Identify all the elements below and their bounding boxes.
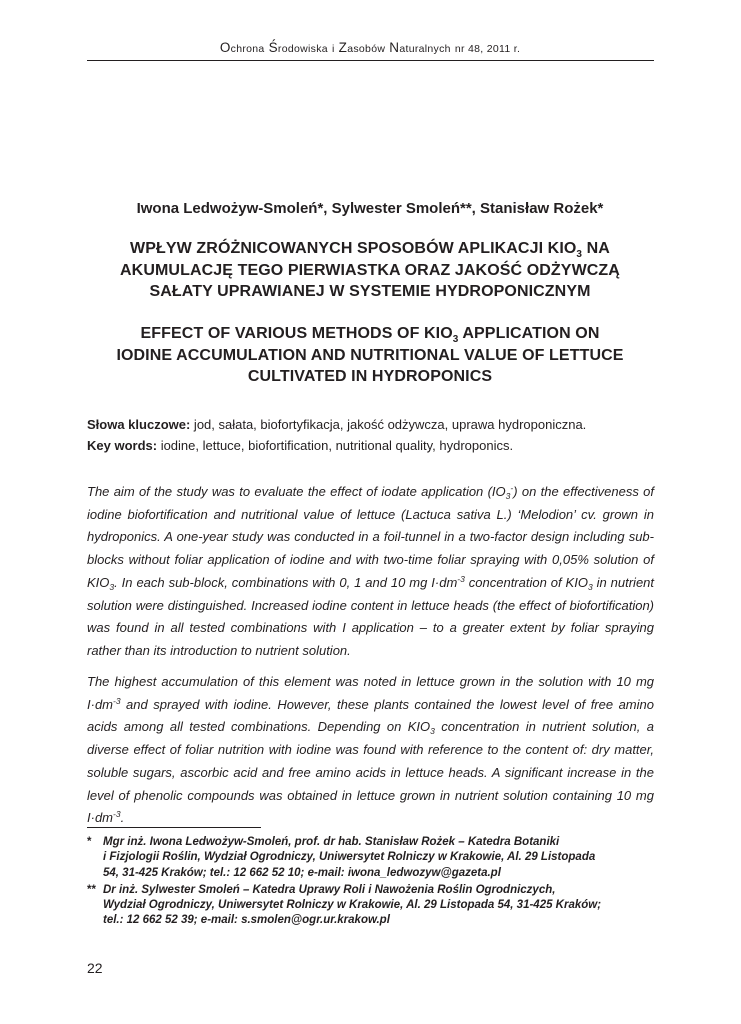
title-pl-line-3: SAŁATY UPRAWIANEJ W SYSTEMIE HYDROPONICZNYM <box>149 283 591 300</box>
keywords-english: Key words: iodine, lettuce, biofortification, nutritional quality, hydroponics. <box>87 438 514 453</box>
title-en-line-2: IODINE ACCUMULATION AND NUTRITIONAL VALUE OF LETTUCE <box>116 346 624 364</box>
keywords-polish: Słowa kluczowe: jod, sałata, biofortyfikacja, jakość odżywcza, uprawa hydroponiczna. <box>87 417 587 432</box>
journal-name: Ochrona Środowiska i Zasobów Naturalnych <box>219 40 451 55</box>
header-rule <box>87 60 654 61</box>
running-header <box>87 40 653 55</box>
abstract-paragraph-1: The aim of the study was to evaluate the effect of iodate application $(IO_3^-)$ on the effectiveness of iodine biofortification and nutritional value of lettuce (Lactuca sativa L.) ‘Melodion’ cv. grown in hydroponics. A one-year study was conducted in a foil-tunnel in a two-factor design including sub-blocks without foliar application of iodine and with two-time foliar spraying with 0,05% solution of $KIO_3$. In each sub-block, combinations with 0, 1 and 10 mg $I\cdot dm^{-3}$ concentration of $KIO_3$ in nutrient solution were distinguished. Increased iodine content in lettuce heads (the effect of biofortification) was found in all tested combinations with I application – to a greater extent by foliar spraying rather than its introduction to nutrient solution. <box>87 483 655 658</box>
issue-number: nr 48, 2011 r. <box>454 43 521 55</box>
title-polish <box>87 238 653 303</box>
abstract-paragraph-2: The highest accumulation of this element was noted in lettuce grown in the solution with 10 mg $I\cdot dm^{-3}$ and sprayed with iodine. However, these plants contained the lowest level of free amino acids among all tested combinations. Depending on $KIO_3$ concentration in nutrient solution, a diverse effect of foliar nutrition with iodine was found with reference to the content of: dry matter, soluble sugars, ascorbic acid and free amino acids in lettuce heads. A significant increase in the level of phenolic compounds was obtained in lettuce grown in nutrient solution containing 10 mg $I\cdot dm^{-3}$. <box>87 674 654 826</box>
title-pl-line-2: AKUMULACJĘ TEGO PIERWIASTKA ORAZ JAKOŚĆ ODŻYWCZĄ <box>120 261 620 279</box>
keywords <box>87 414 653 456</box>
title-en-line-1: EFFECT OF VARIOUS METHODS OF $KIO_3$ APPLICATION ON <box>140 325 600 345</box>
authors: Iwona Ledwożyw-Smoleń*, Sylwester Smoleń**, Stanisław Rożek* <box>136 200 604 217</box>
footnotes <box>87 835 654 931</box>
page-number: 22 <box>87 960 103 976</box>
title-en-line-3: CULTIVATED IN HYDROPONICS <box>247 368 493 385</box>
title-pl-line-1: WPŁYW ZRÓŻNICOWANYCH SPOSOBÓW APLIKACJI $KIO_3$ NA <box>130 240 610 260</box>
footnote-1: * Mgr inż. Iwona Ledwożyw-Smoleń, prof. dr hab. Stanisław Rożek – Katedra Botaniki i Fizjologii Roślin, Wydział Ogrodniczy, Uniwersytet Rolniczy w Krakowie, Al. 29 Listopada 54, 31-425 Kraków; tel.: 12 662 52 10; e-mail: iwona_ledwozyw@gazeta.pl <box>87 836 596 879</box>
footnote-2: ** Dr inż. Sylwester Smoleń – Katedra Uprawy Roli i Nawożenia Roślin Ogrodniczych, Wydział Ogrodniczy, Uniwersytet Rolniczy w Krakowie, Al. 29 Listopada 54, 31-425 Kraków; tel.: 12 662 52 39; e-mail: s.smolen@ogr.ur.krakow.pl <box>87 883 602 927</box>
title-english <box>87 323 653 388</box>
footnote-rule <box>87 827 261 828</box>
